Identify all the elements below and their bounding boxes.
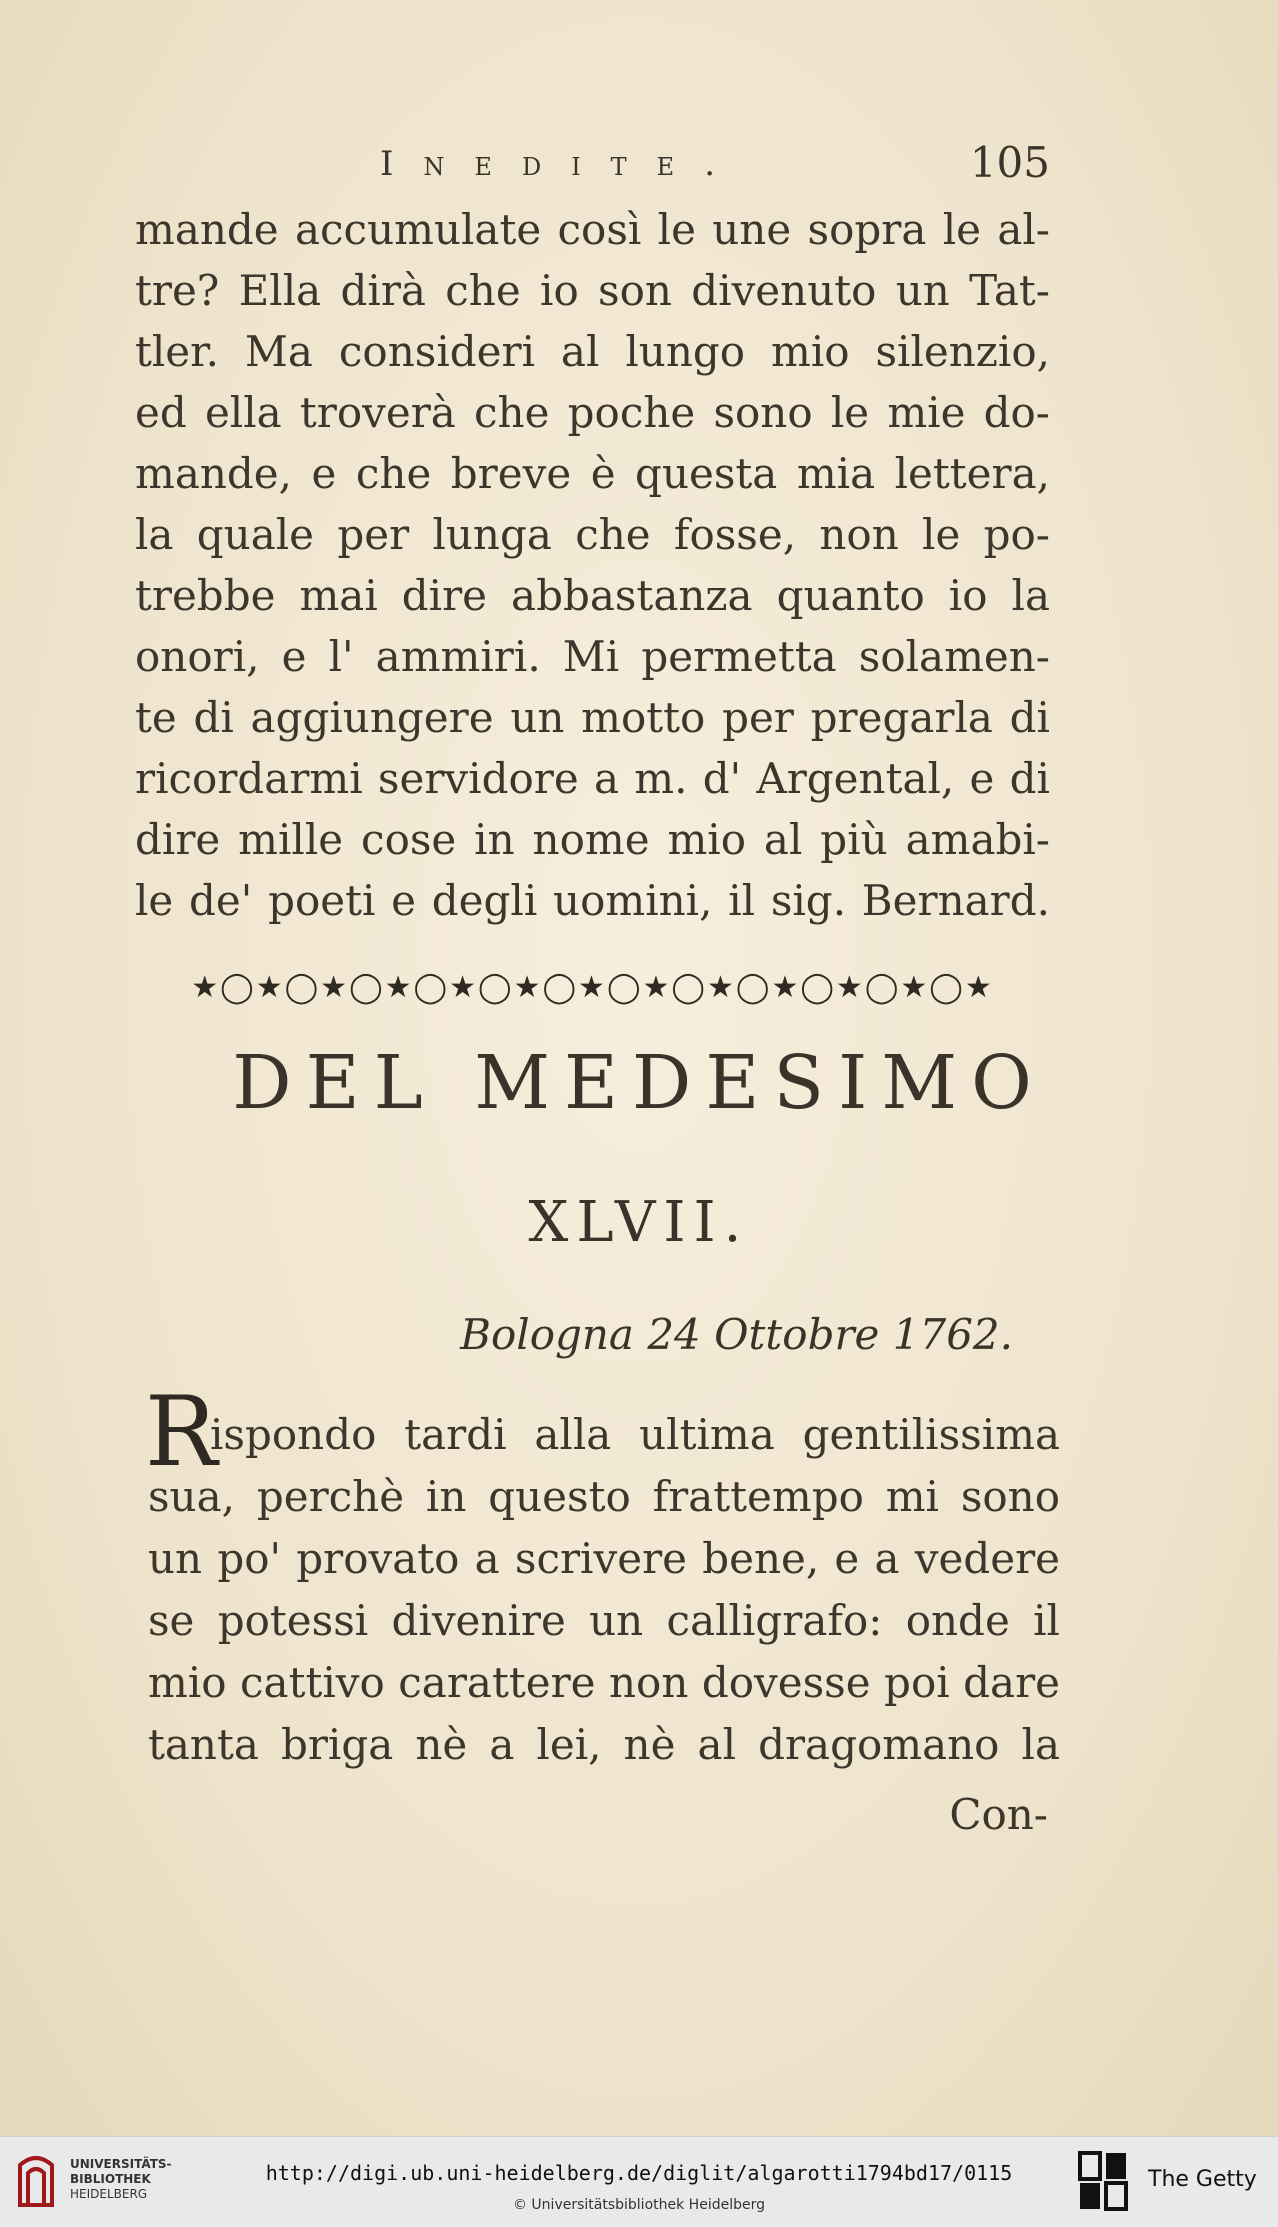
- page-number: 105: [969, 138, 1050, 187]
- body-line: trebbe mai dire abbastanza quanto io la: [135, 571, 1050, 620]
- letter-line: sua, perchè in questo frattempo mi sono: [148, 1472, 1060, 1521]
- letter-line: tanta briga nè a lei, nè al dragomano la: [148, 1720, 1060, 1769]
- letter-number: XLVII.: [528, 1190, 750, 1255]
- drop-cap: R: [145, 1376, 218, 1488]
- letter-dateline: Bologna 24 Ottobre 1762.: [460, 1310, 1013, 1359]
- letter-line: ispondo tardi alla ultima gentilissima: [210, 1410, 1060, 1459]
- ornament-divider: ★◯★◯★◯★◯★◯★◯★◯★◯★◯★◯★◯★◯★: [191, 970, 994, 1005]
- body-line: mande accumulate così le une sopra le al-: [135, 205, 1050, 254]
- copyright-notice: © Universitätsbibliothek Heidelberg: [512, 2197, 765, 2213]
- page-header: [135, 138, 1050, 198]
- letter-line: mio cattivo carattere non dovesse poi dare: [148, 1658, 1060, 1707]
- letter-line: un po' provato a scrivere bene, e a vedere: [148, 1534, 1060, 1583]
- letter-heading: DEL MEDESIMO: [232, 1040, 1046, 1126]
- institution-line: UNIVERSITÄTS-: [70, 2157, 172, 2171]
- body-line: tler. Ma consideri al lungo mio silenzio,: [135, 327, 1050, 376]
- body-line: le de' poeti e degli uomini, il sig. Bernard.: [135, 876, 1050, 925]
- permalink-url[interactable]: http://digi.ub.uni-heidelberg.de/diglit/algarotti1794bd17/0115: [265, 2161, 1013, 2185]
- body-line: te di aggiungere un motto per pregarla di: [135, 693, 1050, 742]
- catchword: Con-: [949, 1790, 1048, 1839]
- body-line: ed ella troverà che poche sono le mie do-: [135, 388, 1050, 437]
- body-line: tre? Ella dirà che io son divenuto un Tat-: [135, 266, 1050, 315]
- getty-label: The Getty: [1148, 2167, 1257, 2192]
- body-line: onori, e l' ammiri. Mi permetta solamen-: [135, 632, 1050, 681]
- institution-line: HEIDELBERG: [70, 2187, 148, 2201]
- body-line: ricordarmi servidore a m. d' Argental, e di: [135, 754, 1050, 803]
- running-title: Inedite.: [380, 144, 746, 184]
- body-line: mande, e che breve è questa mia lettera,: [135, 449, 1050, 498]
- institution-line: BIBLIOTHEK: [70, 2172, 151, 2186]
- getty-logo-icon: [1078, 2151, 1128, 2211]
- body-line: la quale per lunga che fosse, non le po-: [135, 510, 1050, 559]
- letter-line: se potessi divenire un calligrafo: onde il: [148, 1596, 1060, 1645]
- viewer-footer: [0, 2136, 1278, 2227]
- body-line: dire mille cose in nome mio al più amabi-: [135, 815, 1050, 864]
